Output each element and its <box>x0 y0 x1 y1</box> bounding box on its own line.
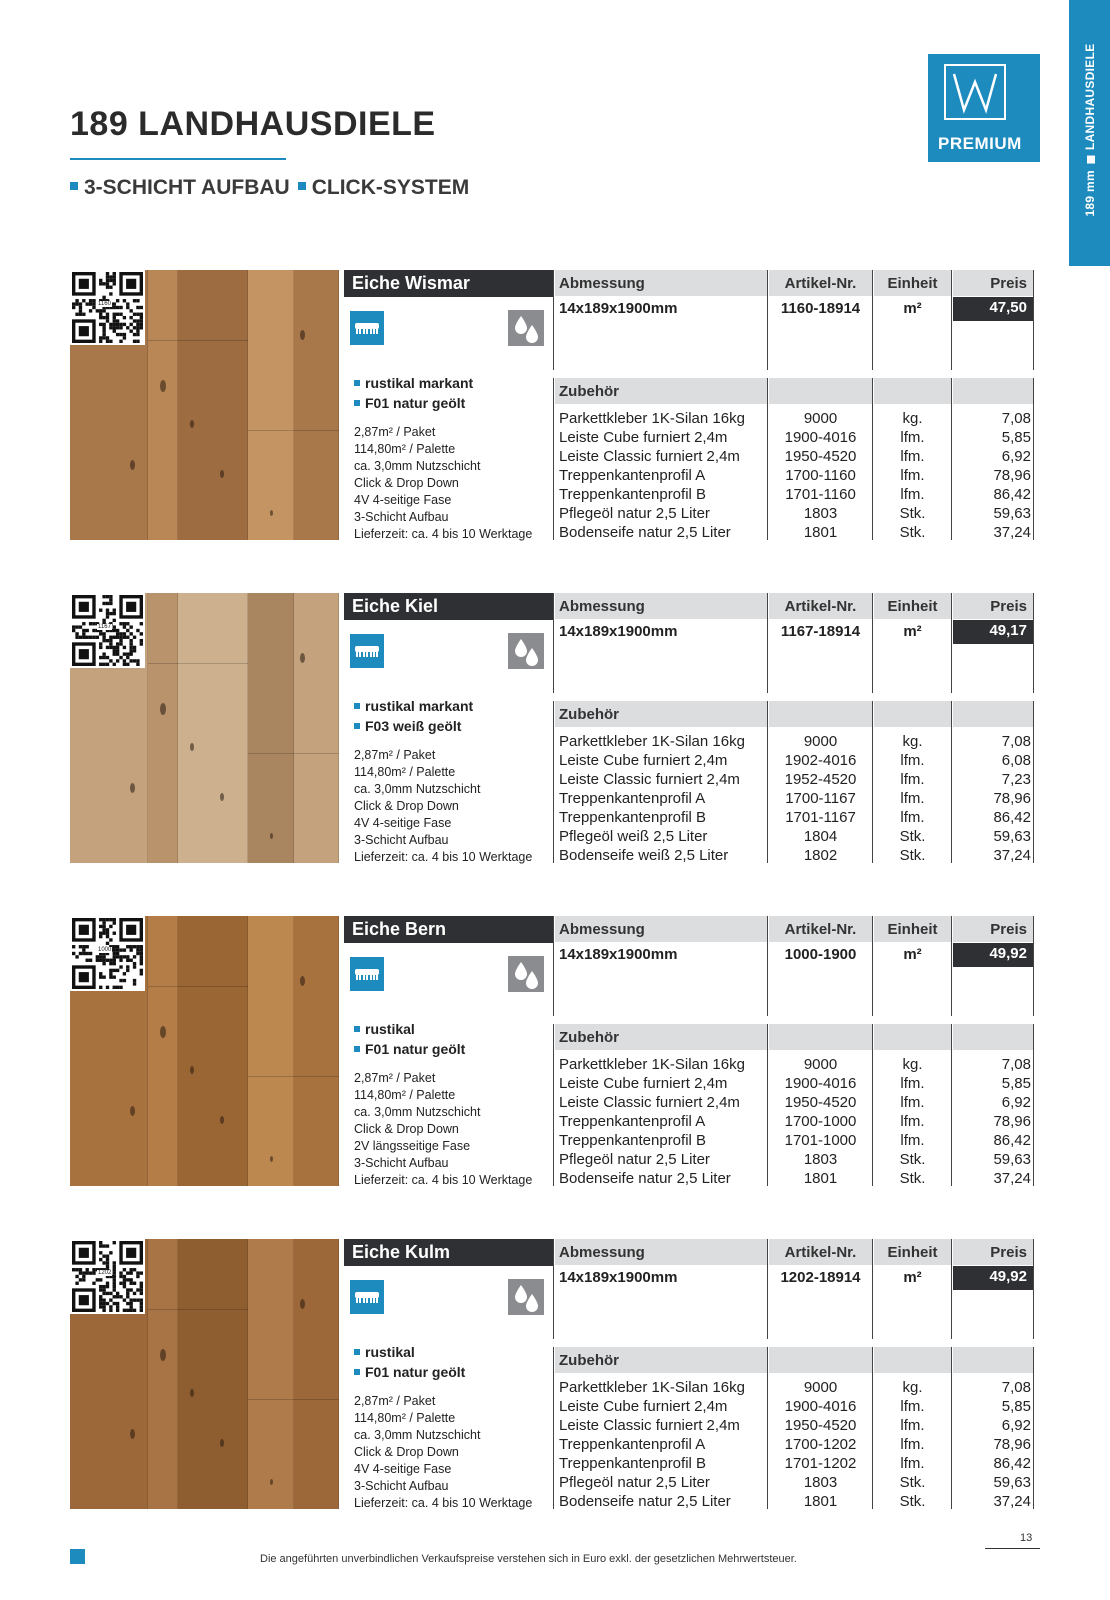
accessory-name: Leiste Cube furniert 2,4m <box>559 752 728 769</box>
accessory-artikel: 1950-4520 <box>784 1417 857 1434</box>
accessory-price: 78,96 <box>993 1113 1031 1130</box>
table-rule <box>951 701 952 863</box>
main-artikel: 1000-1900 <box>784 946 857 963</box>
spec-line: 3-Schicht Aufbau <box>354 510 449 524</box>
header-zubehoer-fill <box>874 378 951 404</box>
product-photo <box>70 593 339 863</box>
accessory-artikel: 1902-4016 <box>784 752 857 769</box>
accessory-einheit: kg. <box>902 1056 923 1073</box>
header-preis: Preis <box>953 916 1033 942</box>
brand-logo-icon <box>944 64 1006 120</box>
side-tab-size: 189 mm <box>1082 170 1097 217</box>
table-rule <box>872 916 873 1016</box>
qr-code-number: 1202 <box>98 1270 112 1276</box>
table-rule <box>553 1347 554 1509</box>
table-rule <box>1033 916 1034 1016</box>
table-rule <box>951 378 952 540</box>
header-artikel: Artikel-Nr. <box>769 1239 872 1265</box>
accessory-name: Parkettkleber 1K-Silan 16kg <box>559 410 745 427</box>
side-category-tab <box>1069 0 1110 266</box>
feature-item: F01 natur geölt <box>354 1039 465 1059</box>
accessory-name: Bodenseife natur 2,5 Liter <box>559 1493 731 1510</box>
accessory-price: 78,96 <box>993 1436 1031 1453</box>
spec-line: 3-Schicht Aufbau <box>354 1479 449 1493</box>
main-price: 47,50 <box>953 297 1033 321</box>
qr-code[interactable] <box>70 1239 145 1314</box>
accessory-artikel: 9000 <box>803 733 838 750</box>
header-zubehoer-fill <box>769 701 872 727</box>
spec-line: Lieferzeit: ca. 4 bis 10 Werktage <box>354 527 533 541</box>
spec-line: 114,80m² / Palette <box>354 1411 456 1425</box>
brushed-surface-icon <box>350 1280 384 1314</box>
bullet-square-icon <box>354 400 360 406</box>
main-abmessung: 14x189x1900mm <box>559 300 678 317</box>
product-photo <box>70 1239 339 1509</box>
accessory-name: Pflegeöl natur 2,5 Liter <box>559 1474 710 1491</box>
accessory-price: 6,92 <box>1001 1094 1031 1111</box>
accessory-name: Parkettkleber 1K-Silan 16kg <box>559 1056 745 1073</box>
accessory-name: Pflegeöl natur 2,5 Liter <box>559 505 710 522</box>
accessory-price: 86,42 <box>993 1455 1031 1472</box>
spec-line: 2,87m² / Paket <box>354 425 436 439</box>
footer-note: Die angeführten unverbindlichen Verkaufspreise verstehen sich in Euro exkl. der gesetzlichen Mehrwertsteuer. <box>260 1553 797 1565</box>
accessory-artikel: 1803 <box>803 505 838 522</box>
product-features <box>354 696 473 736</box>
brushed-surface-icon <box>350 634 384 668</box>
spec-line: 4V 4-seitige Fase <box>354 816 452 830</box>
main-einheit: m² <box>903 946 922 963</box>
spec-line: ca. 3,0mm Nutzschicht <box>354 782 481 796</box>
accessory-name: Leiste Cube furniert 2,4m <box>559 1075 728 1092</box>
table-rule <box>767 701 768 863</box>
accessory-einheit: lfm. <box>900 790 925 807</box>
footer-square-icon <box>70 1549 85 1564</box>
header-einheit: Einheit <box>874 270 951 296</box>
table-rule <box>553 1024 554 1186</box>
accessory-price: 7,23 <box>1001 771 1031 788</box>
table-rule <box>872 1239 873 1339</box>
accessory-artikel: 1900-4016 <box>784 1398 857 1415</box>
accessory-einheit: lfm. <box>900 1094 925 1111</box>
accessory-einheit: lfm. <box>900 1398 925 1415</box>
accessory-einheit: Stk. <box>899 828 926 845</box>
accessory-name: Parkettkleber 1K-Silan 16kg <box>559 1379 745 1396</box>
page-number-rule <box>985 1548 1040 1549</box>
premium-label: PREMIUM <box>938 134 1022 153</box>
bullet-square-icon <box>298 182 306 190</box>
table-rule <box>1033 701 1034 863</box>
accessory-artikel: 1802 <box>803 847 838 864</box>
accessory-artikel: 1801 <box>803 1493 838 1510</box>
product-name: Eiche Kulm <box>344 1239 553 1266</box>
accessory-name: Leiste Cube furniert 2,4m <box>559 1398 728 1415</box>
accessory-price: 6,92 <box>1001 1417 1031 1434</box>
accessory-price: 7,08 <box>1001 1379 1031 1396</box>
spec-line: Click & Drop Down <box>354 1445 459 1459</box>
oiled-drops-icon <box>508 633 544 669</box>
accessory-einheit: Stk. <box>899 505 926 522</box>
feature-item: rustikal markant <box>354 696 473 716</box>
accessory-artikel: 9000 <box>803 410 838 427</box>
header-zubehoer-fill <box>953 1347 1033 1373</box>
accessory-price: 37,24 <box>993 847 1031 864</box>
header-abmessung: Abmessung <box>555 1239 767 1265</box>
accessory-einheit: lfm. <box>900 809 925 826</box>
accessory-price: 78,96 <box>993 790 1031 807</box>
qr-code[interactable] <box>70 916 145 991</box>
oiled-drops-icon <box>508 1279 544 1315</box>
accessory-artikel: 1803 <box>803 1474 838 1491</box>
header-artikel: Artikel-Nr. <box>769 593 872 619</box>
table-rule <box>1033 1239 1034 1339</box>
main-price: 49,92 <box>953 943 1033 967</box>
spec-line: ca. 3,0mm Nutzschicht <box>354 459 481 473</box>
header-abmessung: Abmessung <box>555 270 767 296</box>
product-features <box>354 1342 465 1382</box>
product-block <box>70 916 1040 1186</box>
accessory-einheit: kg. <box>902 1379 923 1396</box>
feature-item: F03 weiß geölt <box>354 716 473 736</box>
accessory-price: 7,08 <box>1001 733 1031 750</box>
feature-item: rustikal <box>354 1342 465 1362</box>
accessory-artikel: 1801 <box>803 1170 838 1187</box>
table-rule <box>767 378 768 540</box>
feature-item: rustikal <box>354 1019 465 1039</box>
main-price: 49,92 <box>953 1266 1033 1290</box>
accessory-price: 7,08 <box>1001 1056 1031 1073</box>
feature-item: rustikal markant <box>354 373 473 393</box>
table-rule <box>951 270 952 370</box>
header-zubehoer: Zubehör <box>555 1347 767 1373</box>
qr-code[interactable] <box>70 270 145 345</box>
accessory-artikel: 1804 <box>803 828 838 845</box>
accessory-name: Parkettkleber 1K-Silan 16kg <box>559 733 745 750</box>
qr-code-number: 1167 <box>98 624 111 630</box>
accessory-price: 78,96 <box>993 467 1031 484</box>
accessory-einheit: lfm. <box>900 486 925 503</box>
header-zubehoer-fill <box>769 378 872 404</box>
header-zubehoer: Zubehör <box>555 701 767 727</box>
main-einheit: m² <box>903 1269 922 1286</box>
accessory-einheit: lfm. <box>900 771 925 788</box>
accessory-einheit: lfm. <box>900 1113 925 1130</box>
brushed-surface-icon <box>350 311 384 345</box>
accessory-price: 37,24 <box>993 524 1031 541</box>
accessory-name: Treppenkantenprofil A <box>559 790 706 807</box>
accessory-einheit: lfm. <box>900 1132 925 1149</box>
spec-line: 2,87m² / Paket <box>354 1394 436 1408</box>
product-name: Eiche Bern <box>344 916 553 943</box>
table-rule <box>1033 1347 1034 1509</box>
header-preis: Preis <box>953 593 1033 619</box>
spec-line: 3-Schicht Aufbau <box>354 833 449 847</box>
accessory-einheit: Stk. <box>899 1170 926 1187</box>
accessory-artikel: 1950-4520 <box>784 448 857 465</box>
table-rule <box>1033 593 1034 693</box>
accessory-artikel: 1701-1160 <box>785 486 856 503</box>
spec-line: 114,80m² / Palette <box>354 765 456 779</box>
table-rule <box>872 270 873 370</box>
accessory-price: 5,85 <box>1001 1398 1031 1415</box>
accessory-price: 59,63 <box>993 828 1031 845</box>
oiled-drops-icon <box>508 310 544 346</box>
table-rule <box>553 701 554 863</box>
header-zubehoer-fill <box>874 1347 951 1373</box>
accessory-einheit: kg. <box>902 410 923 427</box>
accessory-name: Leiste Classic furniert 2,4m <box>559 1417 740 1434</box>
premium-badge <box>928 54 1040 162</box>
table-rule <box>553 378 554 540</box>
qr-code-number: 1000 <box>98 947 112 953</box>
accessory-name: Leiste Classic furniert 2,4m <box>559 771 740 788</box>
side-tab-text <box>1083 43 1097 216</box>
header-zubehoer: Zubehör <box>555 378 767 404</box>
spec-line: 114,80m² / Palette <box>354 442 456 456</box>
product-block <box>70 270 1040 540</box>
accessory-price: 6,92 <box>1001 448 1031 465</box>
qr-code-number: 1160 <box>98 301 111 307</box>
spec-line: 4V 4-seitige Fase <box>354 1462 452 1476</box>
main-abmessung: 14x189x1900mm <box>559 623 678 640</box>
header-zubehoer-fill <box>953 1024 1033 1050</box>
header-zubehoer-fill <box>874 701 951 727</box>
header-artikel: Artikel-Nr. <box>769 916 872 942</box>
spec-line: Click & Drop Down <box>354 476 459 490</box>
header-einheit: Einheit <box>874 593 951 619</box>
header-abmessung: Abmessung <box>555 916 767 942</box>
accessory-name: Treppenkantenprofil A <box>559 1113 706 1130</box>
spec-line: Lieferzeit: ca. 4 bis 10 Werktage <box>354 850 533 864</box>
brushed-surface-icon <box>350 957 384 991</box>
header-zubehoer-fill <box>953 701 1033 727</box>
accessory-artikel: 1701-1202 <box>784 1455 857 1472</box>
table-rule <box>872 1024 873 1186</box>
spec-line: Lieferzeit: ca. 4 bis 10 Werktage <box>354 1496 533 1510</box>
table-rule <box>767 1347 768 1509</box>
main-einheit: m² <box>903 623 922 640</box>
table-rule <box>1033 270 1034 370</box>
spec-line: 2,87m² / Paket <box>354 748 436 762</box>
accessory-name: Leiste Classic furniert 2,4m <box>559 448 740 465</box>
accessory-artikel: 9000 <box>803 1056 838 1073</box>
feature-item: F01 natur geölt <box>354 393 473 413</box>
header-zubehoer: Zubehör <box>555 1024 767 1050</box>
table-rule <box>872 701 873 863</box>
table-rule <box>553 270 554 370</box>
bullet-square-icon <box>354 380 360 386</box>
accessory-artikel: 9000 <box>803 1379 838 1396</box>
main-einheit: m² <box>903 300 922 317</box>
product-features <box>354 1019 465 1059</box>
accessory-price: 7,08 <box>1001 410 1031 427</box>
accessory-price: 37,24 <box>993 1493 1031 1510</box>
table-rule <box>872 378 873 540</box>
product-features <box>354 373 473 413</box>
bullet-square-icon <box>354 1349 360 1355</box>
accessory-einheit: lfm. <box>900 1436 925 1453</box>
page-title: 189 LANDHAUSDIELE <box>70 105 436 143</box>
accessory-einheit: Stk. <box>899 524 926 541</box>
accessory-einheit: lfm. <box>900 467 925 484</box>
subtitle-item-1: 3-SCHICHT AUFBAU <box>84 176 290 199</box>
feature-item: F01 natur geölt <box>354 1362 465 1382</box>
header-einheit: Einheit <box>874 1239 951 1265</box>
table-rule <box>951 1239 952 1339</box>
product-block <box>70 1239 1040 1509</box>
accessory-name: Leiste Cube furniert 2,4m <box>559 429 728 446</box>
product-photo <box>70 270 339 540</box>
accessory-einheit: lfm. <box>900 429 925 446</box>
accessory-artikel: 1803 <box>803 1151 838 1168</box>
table-rule <box>951 916 952 1016</box>
accessory-einheit: Stk. <box>899 1493 926 1510</box>
table-rule <box>872 1347 873 1509</box>
table-rule <box>1033 1024 1034 1186</box>
spec-line: Click & Drop Down <box>354 799 459 813</box>
accessory-name: Pflegeöl natur 2,5 Liter <box>559 1151 710 1168</box>
accessory-name: Treppenkantenprofil B <box>559 1132 707 1149</box>
accessory-name: Pflegeöl weiß 2,5 Liter <box>559 828 708 845</box>
accessory-price: 6,08 <box>1001 752 1031 769</box>
bullet-square-icon <box>354 723 360 729</box>
accessory-einheit: kg. <box>902 733 923 750</box>
header-zubehoer-fill <box>953 378 1033 404</box>
accessory-artikel: 1701-1167 <box>785 809 856 826</box>
accessory-artikel: 1900-4016 <box>784 429 857 446</box>
accessory-price: 59,63 <box>993 1474 1031 1491</box>
spec-line: 2,87m² / Paket <box>354 1071 436 1085</box>
table-rule <box>872 593 873 693</box>
header-zubehoer-fill <box>769 1347 872 1373</box>
main-artikel: 1160-18914 <box>780 300 861 317</box>
subtitle-item-2: CLICK-SYSTEM <box>311 176 470 199</box>
header-preis: Preis <box>953 270 1033 296</box>
accessory-artikel: 1900-4016 <box>784 1075 857 1092</box>
spec-line: 2V längsseitige Fase <box>354 1139 471 1153</box>
accessory-name: Treppenkantenprofil B <box>559 809 707 826</box>
accessory-einheit: lfm. <box>900 1455 925 1472</box>
table-rule <box>951 1024 952 1186</box>
table-rule <box>767 1024 768 1186</box>
side-tab-label: LANDHAUSDIELE <box>1082 43 1097 151</box>
main-artikel: 1202-18914 <box>780 1269 861 1286</box>
accessory-price: 59,63 <box>993 505 1031 522</box>
accessory-price: 37,24 <box>993 1170 1031 1187</box>
product-photo <box>70 916 339 1186</box>
product-specs <box>354 1393 532 1512</box>
table-rule <box>767 593 768 693</box>
accessory-artikel: 1952-4520 <box>784 771 857 788</box>
spec-line: 4V 4-seitige Fase <box>354 493 452 507</box>
accessory-artikel: 1801 <box>803 524 838 541</box>
table-rule <box>553 593 554 693</box>
accessory-name: Leiste Classic furniert 2,4m <box>559 1094 740 1111</box>
table-rule <box>767 1239 768 1339</box>
header-zubehoer-fill <box>769 1024 872 1050</box>
accessory-einheit: lfm. <box>900 752 925 769</box>
product-specs <box>354 1070 532 1189</box>
header-abmessung: Abmessung <box>555 593 767 619</box>
accessory-name: Bodenseife weiß 2,5 Liter <box>559 847 729 864</box>
bullet-square-icon <box>70 182 78 190</box>
accessory-einheit: lfm. <box>900 1417 925 1434</box>
header-artikel: Artikel-Nr. <box>769 270 872 296</box>
accessory-artikel: 1700-1000 <box>784 1113 857 1130</box>
accessory-einheit: Stk. <box>899 847 926 864</box>
side-tab-square-icon <box>1086 156 1094 164</box>
product-block <box>70 593 1040 863</box>
spec-line: Lieferzeit: ca. 4 bis 10 Werktage <box>354 1173 533 1187</box>
table-rule <box>553 1239 554 1339</box>
main-price: 49,17 <box>953 620 1033 644</box>
product-specs <box>354 747 532 866</box>
qr-code[interactable] <box>70 593 145 668</box>
accessory-price: 86,42 <box>993 486 1031 503</box>
table-rule <box>767 916 768 1016</box>
accessory-einheit: lfm. <box>900 1075 925 1092</box>
header-einheit: Einheit <box>874 916 951 942</box>
table-rule <box>553 916 554 1016</box>
bullet-square-icon <box>354 1026 360 1032</box>
spec-line: ca. 3,0mm Nutzschicht <box>354 1428 481 1442</box>
spec-line: Click & Drop Down <box>354 1122 459 1136</box>
table-rule <box>951 593 952 693</box>
page-number: 13 <box>1020 1532 1033 1544</box>
main-abmessung: 14x189x1900mm <box>559 1269 678 1286</box>
accessory-name: Treppenkantenprofil B <box>559 1455 707 1472</box>
accessory-name: Bodenseife natur 2,5 Liter <box>559 524 731 541</box>
page-subtitle <box>70 176 469 200</box>
bullet-square-icon <box>354 1046 360 1052</box>
table-rule <box>951 1347 952 1509</box>
accessory-price: 59,63 <box>993 1151 1031 1168</box>
accessory-artikel: 1950-4520 <box>784 1094 857 1111</box>
table-rule <box>1033 378 1034 540</box>
accessory-name: Treppenkantenprofil A <box>559 1436 706 1453</box>
accessory-name: Treppenkantenprofil B <box>559 486 707 503</box>
oiled-drops-icon <box>508 956 544 992</box>
accessory-price: 86,42 <box>993 809 1031 826</box>
accessory-name: Bodenseife natur 2,5 Liter <box>559 1170 731 1187</box>
bullet-square-icon <box>354 1369 360 1375</box>
accessory-price: 5,85 <box>1001 429 1031 446</box>
header-preis: Preis <box>953 1239 1033 1265</box>
spec-line: 114,80m² / Palette <box>354 1088 456 1102</box>
accessory-artikel: 1700-1202 <box>784 1436 857 1453</box>
accessory-einheit: Stk. <box>899 1474 926 1491</box>
spec-line: ca. 3,0mm Nutzschicht <box>354 1105 481 1119</box>
accessory-artikel: 1700-1167 <box>785 790 856 807</box>
product-name: Eiche Kiel <box>344 593 553 620</box>
main-abmessung: 14x189x1900mm <box>559 946 678 963</box>
product-name: Eiche Wismar <box>344 270 553 297</box>
spec-line: 3-Schicht Aufbau <box>354 1156 449 1170</box>
table-rule <box>767 270 768 370</box>
header-zubehoer-fill <box>874 1024 951 1050</box>
accessory-artikel: 1700-1160 <box>785 467 856 484</box>
main-artikel: 1167-18914 <box>780 623 861 640</box>
accessory-artikel: 1701-1000 <box>784 1132 857 1149</box>
accessory-einheit: lfm. <box>900 448 925 465</box>
accessory-price: 86,42 <box>993 1132 1031 1149</box>
bullet-square-icon <box>354 703 360 709</box>
accessory-price: 5,85 <box>1001 1075 1031 1092</box>
accessory-einheit: Stk. <box>899 1151 926 1168</box>
title-underline <box>70 158 286 160</box>
product-specs <box>354 424 532 543</box>
accessory-name: Treppenkantenprofil A <box>559 467 706 484</box>
